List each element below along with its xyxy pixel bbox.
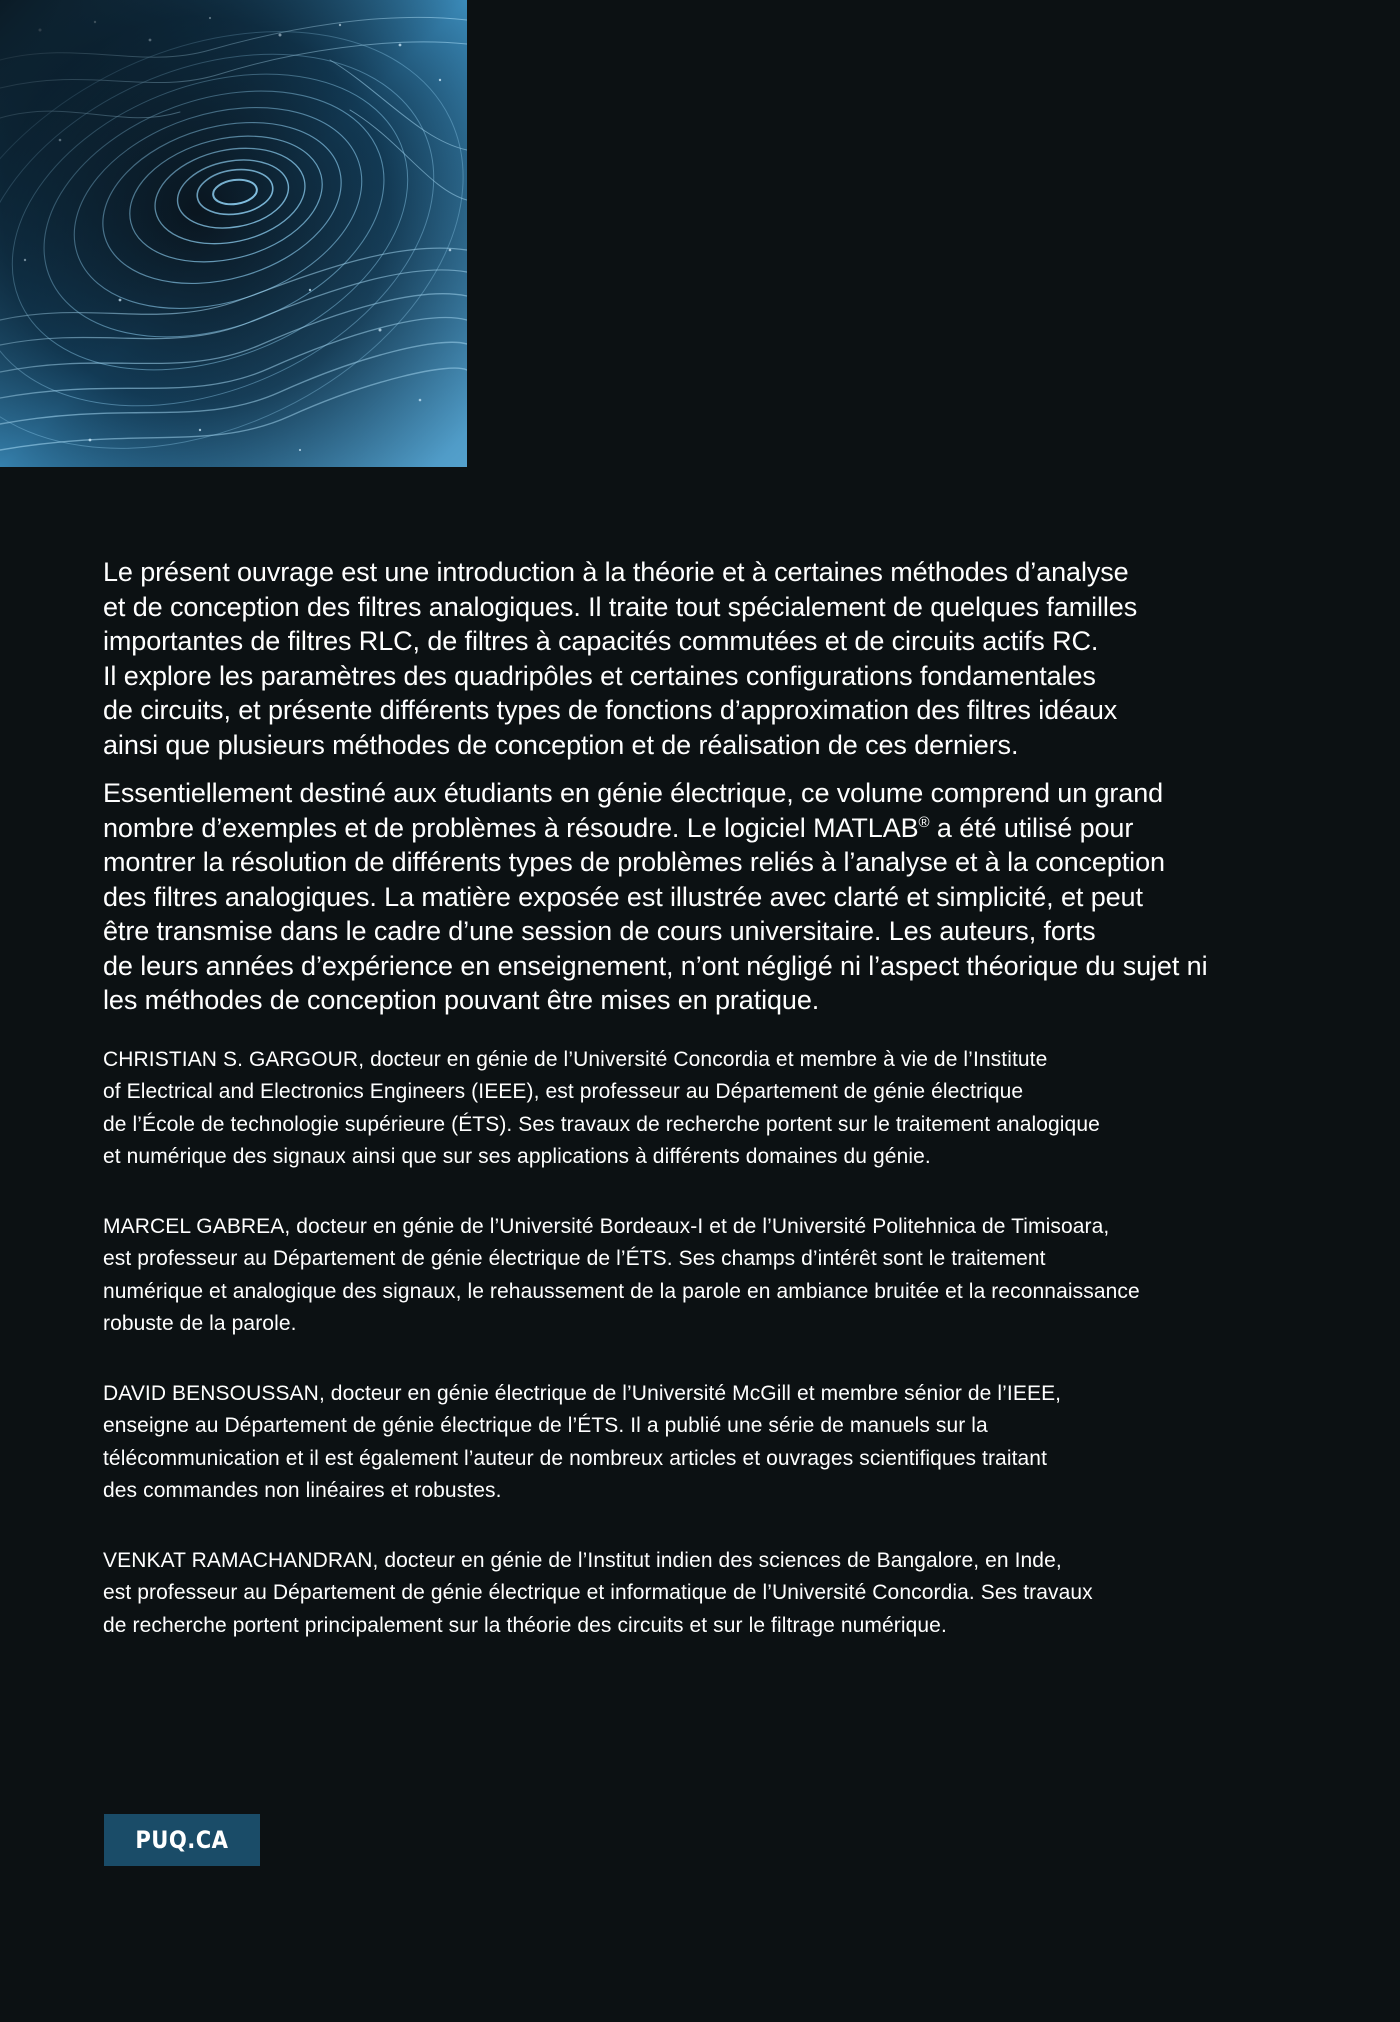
summary-line: montrer la résolution de différents types de problèmes reliés à l’analyse et à la conception xyxy=(103,847,1165,877)
author-bio-line: et numérique des signaux ainsi que sur ses applications à différents domaines du génie. xyxy=(103,1145,931,1168)
summary-line: importantes de filtres RLC, de filtres à capacités commutées et de circuits actifs RC. xyxy=(103,626,1099,656)
author-bio-line: , docteur en génie de l’Université Concordia et membre à vie de l’Institute xyxy=(358,1047,1048,1071)
summary-line: des filtres analogiques. La matière exposée est illustrée avec clarté et simplicité, et peut xyxy=(103,881,1143,912)
back-cover-text xyxy=(103,555,1333,1679)
author-bios xyxy=(103,1044,1333,1643)
author-bio-line: est professeur au Département de génie électrique de l’ÉTS. Ses champs d’intérêt sont le traitement xyxy=(103,1247,1046,1270)
author-name: CHRISTIAN S. GARGOUR xyxy=(103,1047,359,1071)
author-bio-line: est professeur au Département de génie électrique et informatique de l’Université Concordia. Ses travaux xyxy=(103,1581,1093,1604)
author-name: VENKAT RAMACHANDRAN xyxy=(103,1548,373,1572)
summary-line: de circuits, et présente différents types de fonctions d’approximation des filtres idéaux xyxy=(103,695,1118,725)
summary-line: et de conception des filtres analogiques. Il traite tout spécialement de quelques familles xyxy=(103,591,1138,622)
summary-paragraph-1 xyxy=(103,555,1333,762)
author-bio-line: numérique et analogique des signaux, le rehaussement de la parole en ambiance bruitée et la reconnaissance xyxy=(103,1279,1140,1303)
author-bio-line: , docteur en génie électrique de l’Université McGill et membre sénior de l’IEEE, xyxy=(318,1381,1062,1405)
author-bio-line: de l’École de technologie supérieure (ÉTS). Ses travaux de recherche portent sur le traitement analogique xyxy=(103,1112,1100,1136)
author-bio-line: enseigne au Département de génie électrique de l’ÉTS. Il a publié une série de manuels sur la xyxy=(103,1414,988,1437)
author-bio xyxy=(103,1211,1333,1341)
summary-paragraph-2 xyxy=(103,776,1333,1018)
summary-line: ainsi que plusieurs méthodes de conception et de réalisation de ces derniers. xyxy=(103,729,1019,760)
author-bio xyxy=(103,1545,1333,1643)
author-bio xyxy=(103,1378,1333,1508)
author-bio xyxy=(103,1044,1333,1174)
publisher-url-badge[interactable] xyxy=(104,1814,260,1866)
author-bio-line: télécommunication et il est également l’auteur de nombreux articles et ouvrages scientifiques traitant xyxy=(103,1446,1048,1470)
author-bio-line: des commandes non linéaires et robustes. xyxy=(103,1479,502,1502)
publisher-url-label: PUQ.CA xyxy=(135,1826,229,1854)
author-bio-line: , docteur en génie de l’Institut indien des sciences de Bangalore, en Inde, xyxy=(372,1548,1062,1572)
summary-line: nombre d’exemples et de problèmes à résoudre. Le logiciel MATLAB xyxy=(103,812,919,843)
author-bio-line: robuste de la parole. xyxy=(103,1312,297,1335)
author-bio-line: , docteur en génie de l’Université Bordeaux-I et de l’Université Politehnica de Timisoara, xyxy=(284,1214,1110,1238)
summary-line: Le présent ouvrage est une introduction à la théorie et à certaines méthodes d’analyse xyxy=(103,557,1129,587)
author-bio-line: of Electrical and Electronics Engineers (IEEE), est professeur au Département de génie électrique xyxy=(103,1080,1024,1103)
summary-line: les méthodes de conception pouvant être mises en pratique. xyxy=(103,985,820,1015)
author-name: MARCEL GABREA xyxy=(103,1214,285,1238)
summary-line: Il explore les paramètres des quadripôles et certaines configurations fondamentales xyxy=(103,660,1096,691)
summary-line: être transmise dans le cadre d’une session de cours universitaire. Les auteurs, forts xyxy=(103,916,1096,946)
author-bio-line: de recherche portent principalement sur la théorie des circuits et sur le filtrage numérique. xyxy=(103,1613,947,1637)
summary-line: Essentiellement destiné aux étudiants en génie électrique, ce volume comprend un grand xyxy=(103,778,1164,808)
cover-artwork xyxy=(0,0,467,467)
summary-line: a été utilisé pour xyxy=(929,812,1134,843)
summary-line: de leurs années d’expérience en enseignement, n’ont négligé ni l’aspect théorique du sujet ni xyxy=(103,950,1208,981)
registered-trademark-mark: ® xyxy=(918,813,930,831)
author-name: DAVID BENSOUSSAN xyxy=(103,1381,319,1405)
book-summary xyxy=(103,555,1333,1018)
